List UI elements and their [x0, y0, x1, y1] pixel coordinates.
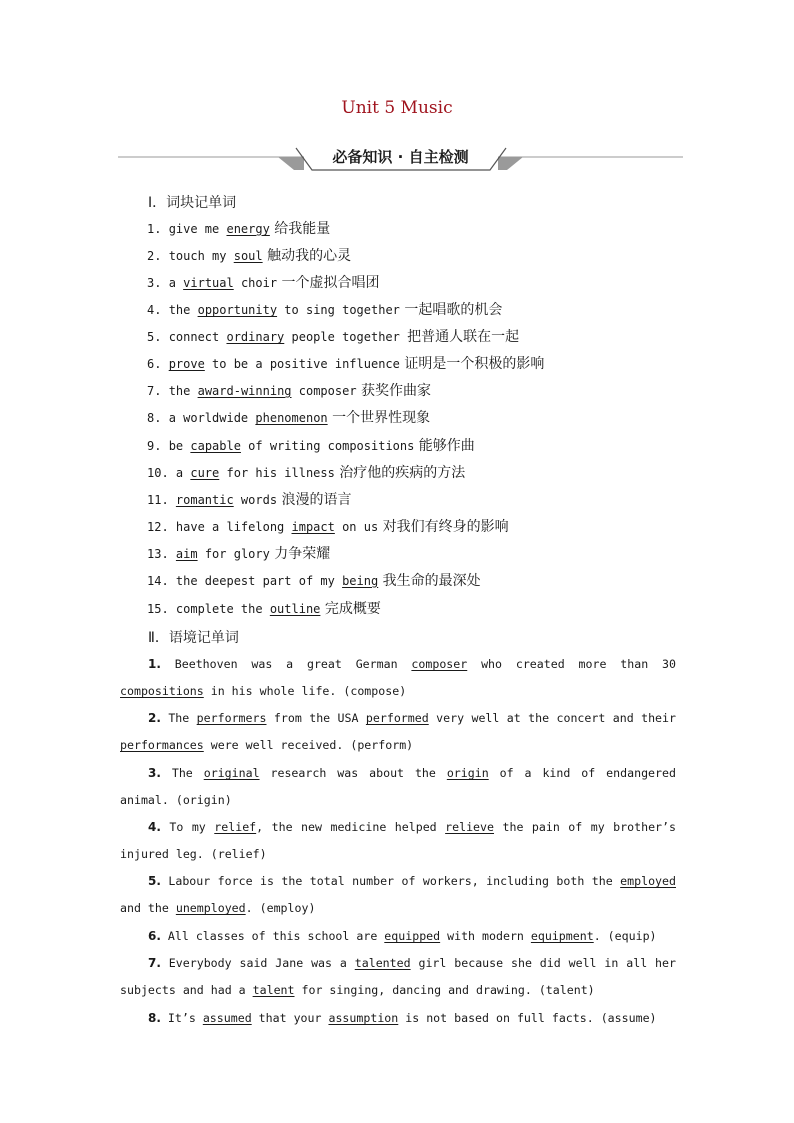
vocab-item: [147, 355, 544, 373]
sentence-text: research was about the: [259, 766, 447, 780]
item-text: a worldwide: [168, 411, 256, 425]
section-1-heading: Ⅰ．词块记单词: [148, 195, 237, 211]
vocab-item: [147, 600, 381, 618]
sentence-indent: [120, 874, 148, 888]
item-number: 13.: [147, 547, 176, 561]
sentence-number: 5.: [148, 874, 161, 888]
sentence-text: of a kind of endangered animal. (origin): [120, 766, 676, 807]
item-text: words: [233, 493, 278, 507]
context-sentence: [120, 868, 676, 922]
context-sentence: [120, 923, 676, 950]
sentence-indent: [120, 657, 148, 671]
answer-word: performed: [365, 711, 429, 725]
item-number: 14.: [147, 574, 176, 588]
vocab-item: [147, 437, 475, 455]
sentence-text: from the USA: [266, 711, 366, 725]
section-banner: [118, 145, 683, 173]
answer-word: being: [342, 574, 379, 588]
answer-word: talent: [252, 983, 295, 997]
answer-word: outline: [269, 602, 321, 616]
item-number: 3.: [147, 276, 169, 290]
sentence-number: 8.: [148, 1011, 161, 1025]
item-text: on us: [334, 520, 379, 534]
item-text: connect: [168, 330, 227, 344]
answer-word: phenomenon: [255, 411, 328, 425]
answer-word: composer: [411, 657, 468, 671]
sentence-text: Labour force is the total number of workers, including both the: [160, 874, 621, 888]
answer-word: equipped: [384, 929, 441, 943]
vocab-item: [147, 572, 481, 590]
item-number: 7.: [147, 384, 169, 398]
item-number: 12.: [147, 520, 176, 534]
chinese-translation: 触动我的心灵: [262, 248, 352, 264]
sentence-text: girl because she did well in all her subjects and had a: [120, 956, 676, 997]
item-text: composer: [291, 384, 357, 398]
sentence-text: who created more than 30: [467, 657, 676, 671]
item-text: to be a positive influence: [204, 357, 400, 371]
sentence-number: 6.: [148, 929, 161, 943]
chinese-translation: 我生命的最深处: [378, 573, 481, 589]
sentence-text: The: [160, 766, 204, 780]
answer-word: cure: [190, 466, 220, 480]
vocab-item: [147, 301, 502, 319]
item-number: 10.: [147, 466, 176, 480]
answer-word: award-winning: [197, 384, 292, 398]
item-text: the deepest part of my: [175, 574, 343, 588]
item-text: to sing together: [277, 303, 400, 317]
answer-word: performances: [120, 738, 204, 752]
item-text: be: [168, 439, 191, 453]
sentence-indent: [120, 711, 148, 725]
sentence-indent: [120, 929, 148, 943]
sentence-text: To my: [160, 820, 215, 834]
sentence-text: that your: [251, 1011, 329, 1025]
answer-word: opportunity: [197, 303, 278, 317]
chinese-translation: 证明是一个积极的影响: [399, 356, 545, 372]
chinese-translation: 浪漫的语言: [277, 492, 352, 508]
answer-word: talented: [354, 956, 411, 970]
answer-word: compositions: [120, 684, 204, 698]
answer-word: ordinary: [226, 330, 285, 344]
chinese-translation: 把普通人联在一起: [407, 329, 520, 345]
context-sentence: [120, 950, 676, 1004]
item-text: a: [175, 466, 191, 480]
sentence-text: the pain of my brother’s injured leg. (relief): [120, 820, 676, 861]
answer-word: assumption: [328, 1011, 399, 1025]
sentence-text: All classes of this school are: [160, 929, 385, 943]
context-sentence: [120, 705, 676, 759]
item-number: 9.: [147, 439, 169, 453]
sentence-text: It’s: [160, 1011, 203, 1025]
answer-word: relief: [214, 820, 257, 834]
chinese-translation: 给我能量: [269, 221, 331, 237]
chinese-translation: 力争荣耀: [269, 546, 331, 562]
item-text: choir: [233, 276, 278, 290]
chinese-translation: 一个虚拟合唱团: [277, 275, 380, 291]
vocab-item: [147, 464, 465, 482]
answer-word: relieve: [445, 820, 495, 834]
item-text: people together: [284, 330, 408, 344]
sentence-text: Everybody said Jane was a: [160, 956, 355, 970]
sentence-number: 2.: [148, 711, 161, 725]
item-text: complete the: [175, 602, 270, 616]
sentence-text: . (employ): [245, 901, 316, 915]
item-number: 8.: [147, 411, 169, 425]
vocab-item: [147, 409, 430, 427]
answer-word: original: [203, 766, 260, 780]
answer-word: impact: [291, 520, 335, 534]
vocab-item: [147, 518, 509, 536]
context-sentence: [120, 760, 676, 814]
item-text: a: [168, 276, 184, 290]
answer-word: romantic: [175, 493, 234, 507]
sentence-text: . (equip): [593, 929, 657, 943]
sentence-text: is not based on full facts. (assume): [398, 1011, 657, 1025]
answer-word: energy: [226, 222, 270, 236]
chinese-translation: 一个世界性现象: [327, 410, 431, 426]
sentence-text: The: [160, 711, 197, 725]
vocab-item: [147, 274, 380, 292]
vocab-item: [147, 545, 330, 563]
answer-word: prove: [168, 357, 205, 371]
sentence-number: 1.: [148, 657, 161, 671]
sentence-indent: [120, 956, 148, 970]
chinese-translation: 对我们有终身的影响: [378, 519, 509, 535]
item-text: have a lifelong: [175, 520, 292, 534]
item-number: 15.: [147, 602, 176, 616]
sentence-number: 7.: [148, 956, 161, 970]
sentence-text: very well at the concert and their: [428, 711, 676, 725]
item-text: for his illness: [219, 466, 335, 480]
chinese-translation: 能够作曲: [414, 438, 475, 454]
answer-word: origin: [446, 766, 489, 780]
sentence-number: 3.: [148, 766, 161, 780]
sentence-number: 4.: [148, 820, 161, 834]
vocab-item: [147, 328, 519, 346]
context-sentence: [120, 814, 676, 868]
answer-word: performers: [196, 711, 267, 725]
sentence-indent: [120, 766, 148, 780]
vocab-item: [147, 382, 431, 400]
item-number: 4.: [147, 303, 169, 317]
sentence-text: were well received. (perform): [203, 738, 414, 752]
chinese-translation: 一起唱歌的机会: [399, 302, 503, 318]
item-number: 2.: [147, 249, 169, 263]
answer-word: soul: [233, 249, 263, 263]
item-number: 6.: [147, 357, 169, 371]
chinese-translation: 治疗他的疾病的方法: [334, 465, 466, 481]
vocab-item: [147, 247, 351, 265]
sentence-text: and the: [120, 901, 176, 915]
page-title: Unit 5 Music: [341, 98, 453, 118]
answer-word: aim: [175, 547, 198, 561]
sentence-text: with modern: [440, 929, 531, 943]
item-number: 5.: [147, 330, 169, 344]
context-sentence: [120, 1005, 676, 1032]
sentence-indent: [120, 1011, 148, 1025]
answer-word: unemployed: [175, 901, 246, 915]
item-text: the: [168, 303, 198, 317]
item-number: 1.: [147, 222, 169, 236]
chinese-translation: 完成概要: [320, 601, 381, 617]
answer-word: employed: [620, 874, 676, 888]
banner-label: 必备知识 · 自主检测: [332, 148, 469, 166]
sentence-text: in his whole life. (compose): [203, 684, 407, 698]
sentence-text: Beethoven was a great German: [160, 657, 412, 671]
answer-word: capable: [190, 439, 241, 453]
item-text: give me: [168, 222, 227, 236]
chinese-translation: 获奖作曲家: [356, 383, 431, 399]
item-number: 11.: [147, 493, 176, 507]
answer-word: virtual: [183, 276, 234, 290]
sentence-text: , the new medicine helped: [256, 820, 446, 834]
item-text: for glory: [197, 547, 270, 561]
item-text: the: [168, 384, 198, 398]
answer-word: equipment: [530, 929, 594, 943]
vocab-item: [147, 220, 330, 238]
item-text: touch my: [168, 249, 234, 263]
item-text: of writing compositions: [240, 439, 415, 453]
sentence-text: for singing, dancing and drawing. (talent): [294, 983, 595, 997]
section-2-heading: Ⅱ．语境记单词: [148, 630, 239, 646]
sentence-indent: [120, 820, 148, 834]
vocab-item: [147, 491, 352, 509]
answer-word: assumed: [202, 1011, 252, 1025]
context-sentence: [120, 651, 676, 705]
